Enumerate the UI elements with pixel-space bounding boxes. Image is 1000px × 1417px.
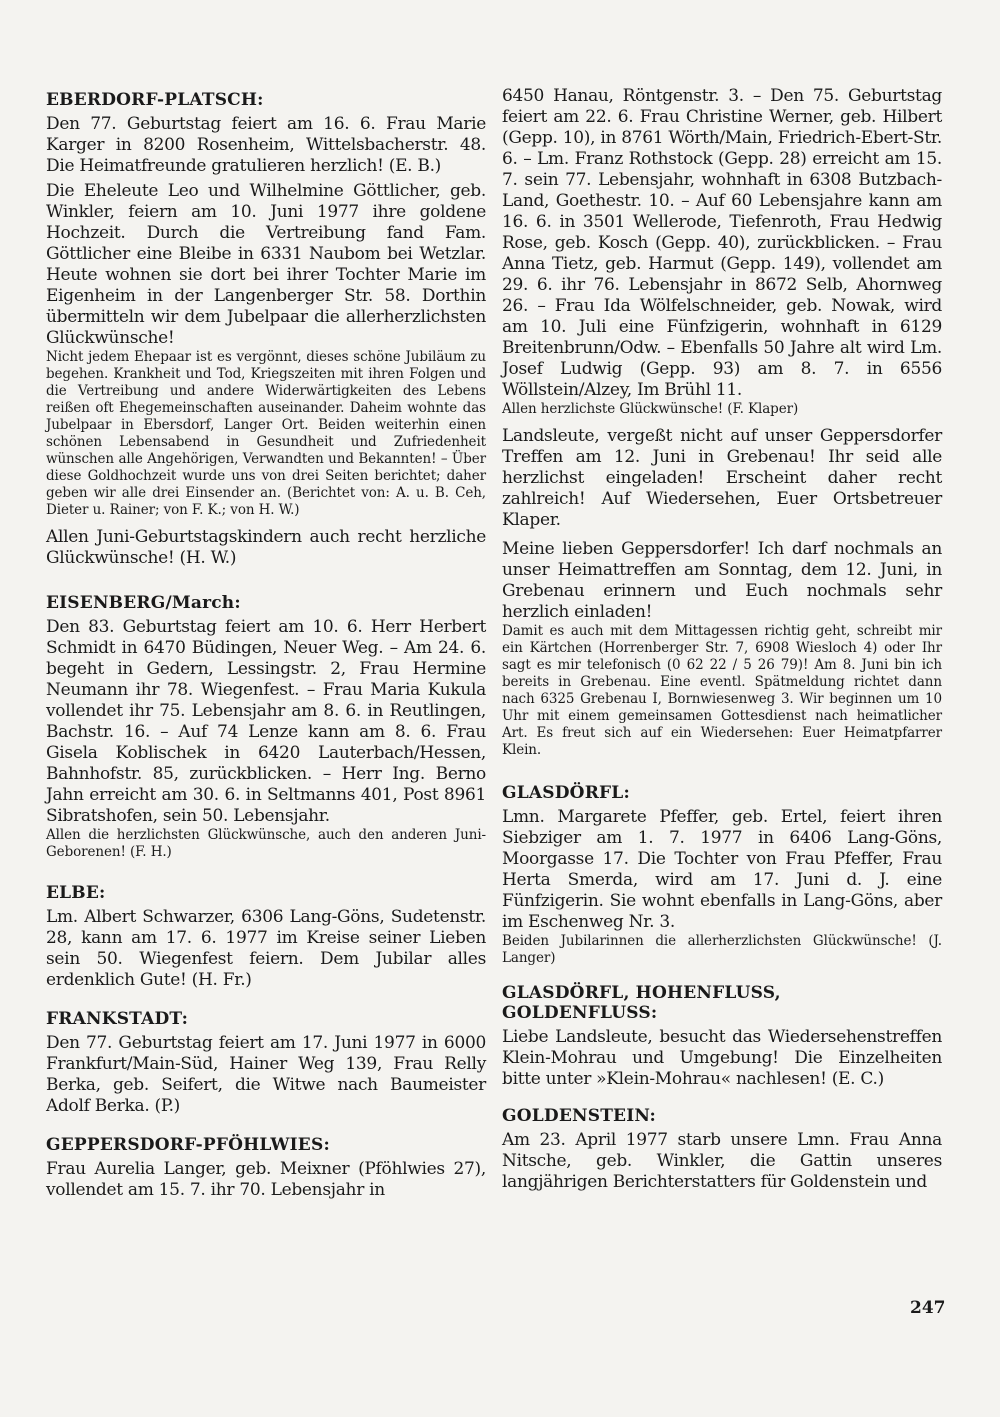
paragraph-small: Nicht jedem Ehepaar ist es vergönnt, dieses schöne Jubiläum zu begehen. Krankheit und Tod, Kriegszeiten mit ihren Folgen und die Vertreibung und andere Widerwärtigkeiten des Lebens reißen oft Ehegemeinschaften auseinander. Daheim wohnte das Jubelpaar in Ebersdorf, Langer Ort. Beiden weiterhin einen schönen Lebensabend in Gesundheit und Zufriedenheit wünschen alle Angehörigen, Verwandten und Bekannten! – Über diese Goldhochzeit wurde uns von drei Seiten berichtet; daher geben wir alle drei Einsender an. (Berichtet von: A. u. B. Ceh, Dieter u. Rainer; von F. K.; von H. W.) bbox=[46, 349, 486, 518]
paragraph: Am 23. April 1977 starb unsere Lmn. Frau Anna Nitsche, geb. Winkler, die Gattin unseres langjährigen Berichterstatters für Goldenstein und bbox=[502, 1130, 942, 1192]
page-number: 247 bbox=[910, 1298, 946, 1318]
section-heading-goldenstein: GOLDENSTEIN: bbox=[502, 1106, 656, 1126]
left-column bbox=[46, 90, 486, 1201]
section-heading-glasdoerfl-hohenfluss: GLASDÖRFL, HOHENFLUSS, GOLDENFLUSS: bbox=[502, 983, 781, 1023]
section-heading-eberdorf: EBERDORF-PLATSCH: bbox=[46, 90, 264, 110]
paragraph: Die Eheleute Leo und Wilhelmine Göttlicher, geb. Winkler, feiern am 10. Juni 1977 ihre goldene Hochzeit. Durch die Vertreibung fand Fam. Göttlicher eine Bleibe in 6331 Naubom bei Wetzlar. Heute wohnen sie dort bei ihrer Tochter Marie im Eigenheim in der Langenberger Str. 58. Dorthin übermitteln wir dem Jubelpaar die allerherzlichsten Glückwünsche! bbox=[46, 181, 486, 348]
paragraph-small: Allen die herzlichsten Glückwünsche, auch den anderen Juni-Geborenen! (F. H.) bbox=[46, 827, 486, 860]
paragraph: Lm. Albert Schwarzer, 6306 Lang-Göns, Sudetenstr. 28, kann am 17. 6. 1977 im Kreise seiner Lieben sein 50. Wiegenfest feiern. Dem Jubilar alles erdenklich Gute! (H. Fr.) bbox=[46, 907, 486, 990]
section-heading-frankstadt: FRANKSTADT: bbox=[46, 1009, 189, 1029]
paragraph-small: Allen herzlichste Glückwünsche! (F. Klaper) bbox=[502, 401, 799, 417]
paragraph: Den 83. Geburtstag feiert am 10. 6. Herr Herbert Schmidt in 6470 Büdingen, Neuer Weg. – Am 24. 6. begeht in Gedern, Lessingstr. 2, Frau Hermine Neumann ihr 78. Wiegenfest. – Frau Maria Kukula vollendet ihr 75. Lebensjahr am 8. 6. in Reutlingen, Bachstr. 16. – Auf 74 Lenze kann am 8. 6. Frau Gisela Koblischek in 6420 Lauterbach/Hessen, Bahnhofstr. 85, zurückblicken. – Herr Ing. Berno Jahn erreicht am 30. 6. in Seltmanns 401, Post 8961 Sibratshofen, sein 50. Lebensjahr. bbox=[46, 617, 486, 826]
section-heading-elbe: ELBE: bbox=[46, 883, 106, 903]
paragraph: Frau Aurelia Langer, geb. Meixner (Pföhlwies 27), vollendet am 15. 7. ihr 70. Lebensjahr in bbox=[46, 1159, 486, 1200]
paragraph-small: Damit es auch mit dem Mittagessen richtig geht, schreibt mir ein Kärtchen (Horrenberger Str. 7, 6908 Wiesloch 4) oder Ihr sagt es mir telefonisch (0 62 22 / 5 26 79)! Am 8. Juni bin ich bereits in Grebenau. Eine eventl. Spätmeldung richtet dann nach 6325 Grebenau I, Bornwiesenweg 3. Wir beginnen um 10 Uhr mit einem gemeinsamen Gottesdienst nach heimatlicher Art. Es freut sich auf ein Wiedersehen: Euer Heimatpfarrer Klein. bbox=[502, 623, 942, 758]
paragraph: Den 77. Geburtstag feiert am 16. 6. Frau Marie Karger in 8200 Rosenheim, Wittelsbacherstr. 48. Die Heimatfreunde gratulieren herzlich! (E. B.) bbox=[46, 114, 486, 176]
section-heading-eisenberg: EISENBERG/March: bbox=[46, 593, 241, 613]
section-heading-glasdoerfl: GLASDÖRFL: bbox=[502, 783, 630, 803]
paragraph-small: Beiden Jubilarinnen die allerherzlichsten Glückwünsche! (J. Langer) bbox=[502, 933, 942, 966]
section-heading-geppersdorf: GEPPERSDORF-PFÖHLWIES: bbox=[46, 1135, 330, 1155]
paragraph: Den 77. Geburtstag feiert am 17. Juni 1977 in 6000 Frankfurt/Main-Süd, Hainer Weg 139, Frau Relly Berka, geb. Seifert, die Witwe nach Baumeister Adolf Berka. (P.) bbox=[46, 1033, 486, 1116]
paragraph: Landsleute, vergeßt nicht auf unser Geppersdorfer Treffen am 12. Juni in Grebenau! Ihr seid alle herzlichst eingeladen! Erscheint daher recht zahlreich! Auf Wiedersehen, Euer Ortsbetreuer Klaper. bbox=[502, 426, 942, 530]
paragraph: 6450 Hanau, Röntgenstr. 3. – Den 75. Geburtstag feiert am 22. 6. Frau Christine Werner, geb. Hilbert (Gepp. 10), in 8761 Wörth/Main, Friedrich-Ebert-Str. 6. – Lm. Franz Rothstock (Gepp. 28) erreicht am 15. 7. sein 77. Lebensjahr, wohnhaft in 6308 Butzbach-Land, Goethestr. 10. – Auf 60 Lebensjahre kann am 16. 6. in 3501 Wellerode, Tiefenroth, Frau Hedwig Rose, geb. Kosch (Gepp. 40), zurückblicken. – Frau Anna Tietz, geb. Harmut (Gepp. 149), vollendet am 29. 6. ihr 76. Lebensjahr in 8672 Selb, Ahornweg 26. – Frau Ida Wölfelschneider, geb. Nowak, wird am 10. Juli eine Fünfzigerin, wohnhaft in 6129 Breitenbrunn/Odw. – Ebenfalls 50 Jahre alt wird Lm. Josef Ludwig (Gepp. 93) am 8. 7. in 6556 Wöllstein/Alzey, Im Brühl 11. bbox=[502, 86, 942, 400]
paragraph: Allen Juni-Geburtstagskindern auch recht herzliche Glückwünsche! (H. W.) bbox=[46, 527, 486, 568]
paragraph: Liebe Landsleute, besucht das Wiedersehenstreffen Klein-Mohrau und Umgebung! Die Einzelheiten bitte unter »Klein-Mohrau« nachlesen! (E. C.) bbox=[502, 1027, 942, 1089]
right-column bbox=[502, 86, 942, 1193]
paragraph: Lmn. Margarete Pfeffer, geb. Ertel, feiert ihren Siebziger am 1. 7. 1977 in 6406 Lang-Göns, Moorgasse 17. Die Tochter von Frau Pfeffer, Frau Herta Smerda, wird am 17. Juni d. J. eine Fünfzigerin. Sie wohnt ebenfalls in Lang-Göns, aber im Eschenweg Nr. 3. bbox=[502, 807, 942, 932]
paragraph: Meine lieben Geppersdorfer! Ich darf nochmals an unser Heimattreffen am Sonntag, dem 12. Juni, in Grebenau erinnern und Euch nochmals sehr herzlich einladen! bbox=[502, 539, 942, 622]
